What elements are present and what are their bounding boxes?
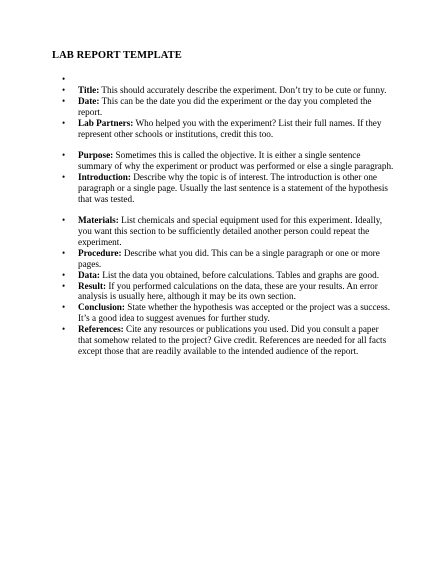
item-term: Conclusion:: [78, 302, 125, 313]
item-text: This should accurately describe the experiment. Don’t try to be cute or funny.: [99, 84, 387, 95]
item-text: List the data you obtained, before calculations. Tables and graphs are good.: [99, 269, 380, 280]
list-item-conclusion: [64, 302, 394, 324]
list-item-date: [64, 96, 394, 118]
item-text: Cite any resources or publications you used. Did you consult a paper that somehow related to the project? Give credit. References are needed for all facts except those that are readily available to the intended audience of the report.: [78, 324, 387, 357]
item-term: Lab Partners:: [78, 117, 134, 128]
item-text: Describe what you did. This can be a single paragraph or one or more pages.: [78, 247, 380, 269]
item-term: Procedure:: [78, 247, 122, 258]
item-text: Who helped you with the experiment? List their full names. If they represent other schools or institutions, credit this too.: [78, 117, 382, 139]
section-list: [64, 74, 394, 357]
item-text: If you performed calculations on the data, these are your results. An error analysis is usually here, although it may be its own section.: [78, 280, 378, 302]
item-term: Introduction:: [78, 171, 131, 182]
list-item-introduction: [64, 172, 394, 205]
item-term: Purpose:: [78, 150, 114, 161]
item-term: Date:: [78, 95, 100, 106]
list-item-procedure: [64, 248, 394, 270]
document-title: LAB REPORT TEMPLATE: [52, 50, 182, 61]
item-text: Describe why the topic is of interest. The introduction is other one paragraph or a single page. Usually the last sentence is a statement of the hypothesis that was tested.: [78, 171, 388, 204]
list-item-purpose: [64, 150, 394, 172]
item-text: Sometimes this is called the objective. It is either a single sentence summary of why the experiment or product was performed or else a single paragraph.: [78, 150, 394, 171]
list-item-lab-partners: [64, 118, 394, 140]
item-term: Materials:: [78, 215, 119, 226]
list-item-result: [64, 281, 394, 303]
list-item-materials: [64, 215, 394, 248]
item-text: List chemicals and special equipment used for this experiment. Ideally, you want this section to be sufficiently detailed another person could repeat the experiment.: [78, 215, 383, 247]
item-term: Result:: [78, 280, 107, 291]
list-item-title: [64, 85, 394, 96]
list-item-empty: [64, 74, 394, 85]
item-term: Data:: [78, 269, 100, 280]
list-item-data: [64, 270, 394, 281]
item-term: Title:: [78, 84, 100, 95]
list-item-references: [64, 324, 394, 357]
item-text: This can be the date you did the experiment or the day you completed the report.: [78, 95, 372, 117]
item-text: State whether the hypothesis was accepted or the project was a success. It’s a good idea to suggest avenues for further study.: [78, 302, 391, 324]
item-term: References:: [78, 324, 124, 335]
